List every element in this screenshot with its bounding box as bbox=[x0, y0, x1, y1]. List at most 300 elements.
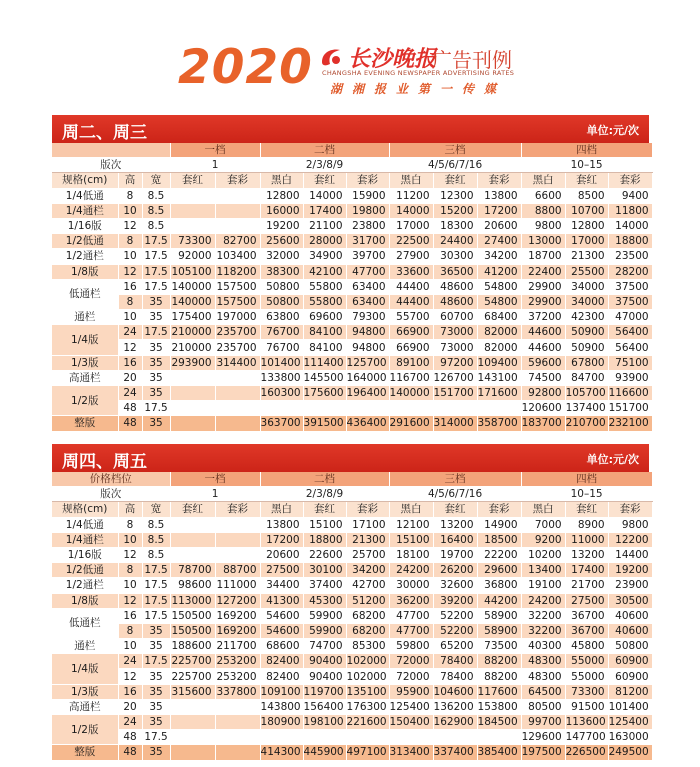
spec-cell: 1/2版 bbox=[52, 715, 118, 745]
price-cell: 68200 bbox=[346, 623, 389, 638]
price-cell: 25500 bbox=[565, 264, 608, 279]
edition-value: 10–15 bbox=[521, 158, 652, 173]
slogan: 湖湘报业第一传媒 bbox=[330, 82, 507, 96]
price-cell: 28000 bbox=[303, 234, 346, 249]
price-cell: 196400 bbox=[346, 386, 389, 401]
price-cell: 14400 bbox=[608, 547, 652, 562]
table-row bbox=[52, 264, 652, 279]
color-type-header: 套红 bbox=[565, 173, 608, 188]
height-cell: 10 bbox=[118, 578, 142, 593]
price-cell: 90400 bbox=[303, 669, 346, 684]
price-cell: 34000 bbox=[565, 294, 608, 309]
english-subtitle: CHANGSHA EVENING NEWSPAPER ADVERTISING RATES bbox=[322, 69, 515, 77]
year-title: 2020 bbox=[178, 40, 313, 95]
price-cell bbox=[215, 203, 260, 218]
edition-value: 4/5/6/7/16 bbox=[389, 158, 521, 173]
price-cell: 40300 bbox=[521, 639, 565, 654]
price-cell: 12800 bbox=[565, 218, 608, 233]
spec-cell: 1/8版 bbox=[52, 264, 118, 279]
price-cell: 60900 bbox=[608, 654, 652, 669]
price-cell: 36700 bbox=[565, 608, 608, 623]
price-cell: 27500 bbox=[565, 593, 608, 608]
price-cell: 76700 bbox=[260, 325, 303, 340]
table-row bbox=[52, 203, 652, 218]
width-cell: 17.5 bbox=[142, 234, 170, 249]
spec-cell: 1/4版 bbox=[52, 654, 118, 684]
price-cell: 150500 bbox=[170, 608, 215, 623]
price-cell: 9800 bbox=[608, 517, 652, 532]
price-cell: 445900 bbox=[303, 745, 346, 760]
price-cell: 160300 bbox=[260, 386, 303, 401]
price-cell: 226500 bbox=[565, 745, 608, 760]
rate-section-tue-wed bbox=[52, 115, 649, 432]
price-cell: 59900 bbox=[303, 608, 346, 623]
price-cell: 136200 bbox=[433, 699, 477, 714]
price-cell: 24200 bbox=[521, 593, 565, 608]
price-cell: 169200 bbox=[215, 608, 260, 623]
price-cell: 20600 bbox=[477, 218, 521, 233]
width-header: 宽 bbox=[142, 502, 170, 517]
tier-row bbox=[52, 472, 652, 487]
price-cell: 38300 bbox=[260, 264, 303, 279]
price-cell: 47700 bbox=[346, 264, 389, 279]
price-cell: 54800 bbox=[477, 294, 521, 309]
price-cell: 50900 bbox=[565, 340, 608, 355]
price-cell: 358700 bbox=[477, 416, 521, 431]
price-cell: 8500 bbox=[565, 188, 608, 203]
price-cell: 34900 bbox=[303, 249, 346, 264]
price-cell: 16400 bbox=[433, 532, 477, 547]
price-cell: 13200 bbox=[565, 547, 608, 562]
price-cell: 22600 bbox=[303, 547, 346, 562]
price-cell: 180900 bbox=[260, 715, 303, 730]
price-cell: 22500 bbox=[389, 234, 433, 249]
price-cell: 36700 bbox=[565, 623, 608, 638]
price-cell: 44600 bbox=[521, 340, 565, 355]
price-cell: 225700 bbox=[170, 654, 215, 669]
height-cell: 8 bbox=[118, 234, 142, 249]
price-cell: 93900 bbox=[608, 370, 652, 385]
price-cell: 232100 bbox=[608, 416, 652, 431]
price-cell: 253200 bbox=[215, 654, 260, 669]
price-cell: 72000 bbox=[389, 654, 433, 669]
width-cell: 17.5 bbox=[142, 264, 170, 279]
price-cell: 73000 bbox=[433, 340, 477, 355]
color-type-header: 黑白 bbox=[389, 173, 433, 188]
color-type-header: 套红 bbox=[303, 502, 346, 517]
table-row bbox=[52, 654, 652, 669]
price-cell bbox=[170, 699, 215, 714]
price-cell: 19200 bbox=[608, 563, 652, 578]
price-cell: 66900 bbox=[389, 325, 433, 340]
price-cell: 12200 bbox=[608, 532, 652, 547]
table-row bbox=[52, 623, 652, 638]
spec-cell: 1/2通栏 bbox=[52, 249, 118, 264]
spec-cell: 高通栏 bbox=[52, 699, 118, 714]
spec-cell: 整版 bbox=[52, 745, 118, 760]
height-cell: 10 bbox=[118, 203, 142, 218]
price-cell: 21100 bbox=[303, 218, 346, 233]
width-cell: 35 bbox=[142, 715, 170, 730]
page-header bbox=[0, 0, 700, 108]
price-cell: 32600 bbox=[433, 578, 477, 593]
tier-header: 四档 bbox=[521, 143, 652, 158]
price-cell: 20600 bbox=[260, 547, 303, 562]
price-cell bbox=[215, 188, 260, 203]
spec-cell: 1/8版 bbox=[52, 593, 118, 608]
price-cell: 125400 bbox=[389, 699, 433, 714]
spec-cell: 1/4版 bbox=[52, 325, 118, 355]
height-cell: 10 bbox=[118, 532, 142, 547]
price-cell: 14900 bbox=[477, 517, 521, 532]
price-cell: 175600 bbox=[303, 386, 346, 401]
newspaper-brand: 长沙晚报 bbox=[348, 46, 437, 72]
price-cell: 109400 bbox=[477, 355, 521, 370]
color-type-header: 套彩 bbox=[608, 173, 652, 188]
price-cell: 88200 bbox=[477, 654, 521, 669]
section-header bbox=[52, 115, 649, 143]
price-cell bbox=[170, 532, 215, 547]
spec-cell: 通栏 bbox=[52, 310, 118, 325]
price-cell: 69600 bbox=[303, 310, 346, 325]
height-cell: 10 bbox=[118, 310, 142, 325]
unit-label: 单位:元/次 bbox=[586, 453, 639, 466]
table-row bbox=[52, 279, 652, 294]
price-cell: 11200 bbox=[389, 188, 433, 203]
spec-header: 规格(cm) bbox=[52, 502, 118, 517]
newspaper-logo-icon bbox=[318, 44, 346, 72]
price-cell: 54600 bbox=[260, 608, 303, 623]
price-cell: 29600 bbox=[477, 563, 521, 578]
spec-header: 规格(cm) bbox=[52, 173, 118, 188]
price-cell: 48600 bbox=[433, 279, 477, 294]
price-cell: 89100 bbox=[389, 355, 433, 370]
rates-title: 广告刊例 bbox=[432, 48, 512, 72]
price-cell: 140000 bbox=[389, 386, 433, 401]
height-cell: 12 bbox=[118, 669, 142, 684]
price-cell: 150500 bbox=[170, 623, 215, 638]
width-cell: 35 bbox=[142, 310, 170, 325]
price-cell bbox=[477, 401, 521, 416]
price-cell bbox=[215, 715, 260, 730]
price-cell: 13000 bbox=[521, 234, 565, 249]
price-cell: 56400 bbox=[608, 340, 652, 355]
price-cell bbox=[477, 730, 521, 745]
price-cell: 55000 bbox=[565, 669, 608, 684]
width-cell: 35 bbox=[142, 355, 170, 370]
price-cell: 8900 bbox=[565, 517, 608, 532]
price-cell: 37400 bbox=[303, 578, 346, 593]
price-cell: 9200 bbox=[521, 532, 565, 547]
price-cell: 11000 bbox=[565, 532, 608, 547]
price-cell: 84100 bbox=[303, 325, 346, 340]
price-cell: 18800 bbox=[303, 532, 346, 547]
tier-label: 价格档位 bbox=[52, 472, 170, 487]
color-type-header: 黑白 bbox=[260, 173, 303, 188]
height-cell: 12 bbox=[118, 218, 142, 233]
price-cell bbox=[260, 401, 303, 416]
table-row bbox=[52, 699, 652, 714]
color-type-header: 套彩 bbox=[346, 502, 389, 517]
price-cell: 48600 bbox=[433, 294, 477, 309]
price-cell: 72000 bbox=[389, 669, 433, 684]
price-cell: 140000 bbox=[170, 279, 215, 294]
table-row bbox=[52, 730, 652, 745]
price-cell: 42700 bbox=[346, 578, 389, 593]
price-cell: 24200 bbox=[389, 563, 433, 578]
price-cell bbox=[170, 401, 215, 416]
price-cell: 125400 bbox=[608, 715, 652, 730]
width-cell: 8.5 bbox=[142, 532, 170, 547]
price-cell: 125700 bbox=[346, 355, 389, 370]
price-cell: 31700 bbox=[346, 234, 389, 249]
width-cell: 35 bbox=[142, 699, 170, 714]
price-cell: 80500 bbox=[521, 699, 565, 714]
price-cell bbox=[170, 203, 215, 218]
price-cell: 391500 bbox=[303, 416, 346, 431]
price-cell bbox=[215, 218, 260, 233]
price-cell: 82400 bbox=[260, 669, 303, 684]
edition-value: 2/3/8/9 bbox=[260, 487, 389, 502]
price-cell: 30000 bbox=[389, 578, 433, 593]
tier-header: 三档 bbox=[389, 143, 521, 158]
price-cell: 85300 bbox=[346, 639, 389, 654]
price-cell: 67800 bbox=[565, 355, 608, 370]
price-cell: 81200 bbox=[608, 684, 652, 699]
price-cell bbox=[170, 715, 215, 730]
color-type-header: 黑白 bbox=[521, 173, 565, 188]
price-cell: 27500 bbox=[260, 563, 303, 578]
price-cell: 63400 bbox=[346, 294, 389, 309]
table-row bbox=[52, 715, 652, 730]
price-cell: 97200 bbox=[433, 355, 477, 370]
price-cell: 7000 bbox=[521, 517, 565, 532]
price-cell: 116600 bbox=[608, 386, 652, 401]
table-row bbox=[52, 355, 652, 370]
price-cell: 55700 bbox=[389, 310, 433, 325]
price-cell bbox=[170, 218, 215, 233]
price-cell: 44600 bbox=[521, 325, 565, 340]
price-cell: 13400 bbox=[521, 563, 565, 578]
price-cell: 145500 bbox=[303, 370, 346, 385]
spec-cell: 1/4通栏 bbox=[52, 203, 118, 218]
price-cell: 34200 bbox=[346, 563, 389, 578]
spec-cell: 1/4通栏 bbox=[52, 532, 118, 547]
price-cell: 113000 bbox=[170, 593, 215, 608]
color-type-header: 套红 bbox=[170, 502, 215, 517]
price-cell: 162900 bbox=[433, 715, 477, 730]
price-cell: 385400 bbox=[477, 745, 521, 760]
price-cell: 25600 bbox=[260, 234, 303, 249]
price-cell: 39200 bbox=[433, 593, 477, 608]
price-cell: 48300 bbox=[521, 669, 565, 684]
price-cell: 210700 bbox=[565, 416, 608, 431]
color-type-header: 套彩 bbox=[477, 502, 521, 517]
price-cell: 94800 bbox=[346, 325, 389, 340]
width-cell: 8.5 bbox=[142, 203, 170, 218]
price-cell: 151700 bbox=[433, 386, 477, 401]
price-cell: 33600 bbox=[389, 264, 433, 279]
price-cell: 40600 bbox=[608, 623, 652, 638]
price-cell: 102000 bbox=[346, 669, 389, 684]
price-cell: 63800 bbox=[260, 310, 303, 325]
price-cell: 198100 bbox=[303, 715, 346, 730]
price-cell: 82400 bbox=[260, 654, 303, 669]
price-cell: 18500 bbox=[477, 532, 521, 547]
price-cell: 58900 bbox=[477, 608, 521, 623]
price-cell: 8800 bbox=[521, 203, 565, 218]
price-cell: 101400 bbox=[608, 699, 652, 714]
price-cell: 150400 bbox=[389, 715, 433, 730]
height-header: 高 bbox=[118, 502, 142, 517]
price-cell: 50900 bbox=[565, 325, 608, 340]
price-cell: 188600 bbox=[170, 639, 215, 654]
color-type-header: 套彩 bbox=[346, 173, 389, 188]
price-cell: 18800 bbox=[608, 234, 652, 249]
price-cell bbox=[215, 532, 260, 547]
price-cell: 17200 bbox=[260, 532, 303, 547]
price-cell: 30300 bbox=[433, 249, 477, 264]
price-cell: 76700 bbox=[260, 340, 303, 355]
price-cell: 37500 bbox=[608, 279, 652, 294]
price-cell bbox=[215, 517, 260, 532]
width-cell: 35 bbox=[142, 294, 170, 309]
height-cell: 16 bbox=[118, 355, 142, 370]
price-cell: 21300 bbox=[346, 532, 389, 547]
price-cell: 17400 bbox=[565, 563, 608, 578]
table-row bbox=[52, 593, 652, 608]
section-title: 周四、周五 bbox=[62, 452, 147, 472]
table-row bbox=[52, 294, 652, 309]
width-cell: 17.5 bbox=[142, 578, 170, 593]
price-cell: 22400 bbox=[521, 264, 565, 279]
price-cell: 127200 bbox=[215, 593, 260, 608]
price-cell bbox=[260, 730, 303, 745]
tier-label bbox=[52, 143, 170, 158]
price-cell: 17200 bbox=[477, 203, 521, 218]
price-cell bbox=[389, 401, 433, 416]
price-cell: 32200 bbox=[521, 623, 565, 638]
price-cell: 68200 bbox=[346, 608, 389, 623]
spec-cell: 1/3版 bbox=[52, 355, 118, 370]
price-cell: 12300 bbox=[433, 188, 477, 203]
height-cell: 24 bbox=[118, 325, 142, 340]
price-cell: 44200 bbox=[477, 593, 521, 608]
table-row bbox=[52, 370, 652, 385]
price-cell: 313400 bbox=[389, 745, 433, 760]
price-cell: 137400 bbox=[565, 401, 608, 416]
price-cell: 119700 bbox=[303, 684, 346, 699]
price-cell: 32200 bbox=[521, 608, 565, 623]
height-cell: 8 bbox=[118, 563, 142, 578]
price-cell bbox=[346, 730, 389, 745]
rate-section-thu-fri bbox=[52, 444, 649, 761]
edition-value: 2/3/8/9 bbox=[260, 158, 389, 173]
price-cell: 47700 bbox=[389, 623, 433, 638]
price-cell: 26200 bbox=[433, 563, 477, 578]
rate-table bbox=[52, 143, 653, 432]
tier-header: 一档 bbox=[170, 143, 260, 158]
price-cell bbox=[215, 547, 260, 562]
price-cell: 15200 bbox=[433, 203, 477, 218]
height-cell: 8 bbox=[118, 517, 142, 532]
price-cell: 163000 bbox=[608, 730, 652, 745]
edition-row bbox=[52, 158, 652, 173]
edition-value: 1 bbox=[170, 158, 260, 173]
price-cell: 235700 bbox=[215, 340, 260, 355]
spec-cell: 1/4低通 bbox=[52, 188, 118, 203]
price-cell: 45300 bbox=[303, 593, 346, 608]
color-type-header: 套红 bbox=[433, 502, 477, 517]
color-type-header: 套彩 bbox=[608, 502, 652, 517]
height-cell: 48 bbox=[118, 401, 142, 416]
price-cell: 59800 bbox=[389, 639, 433, 654]
price-cell: 78400 bbox=[433, 669, 477, 684]
price-cell: 59600 bbox=[521, 355, 565, 370]
table-row bbox=[52, 532, 652, 547]
price-cell: 129600 bbox=[521, 730, 565, 745]
table-row bbox=[52, 218, 652, 233]
width-cell: 35 bbox=[142, 416, 170, 431]
price-cell: 101400 bbox=[260, 355, 303, 370]
price-cell: 105100 bbox=[170, 264, 215, 279]
width-cell: 17.5 bbox=[142, 654, 170, 669]
price-cell: 23800 bbox=[346, 218, 389, 233]
price-cell: 30100 bbox=[303, 563, 346, 578]
price-cell: 64500 bbox=[521, 684, 565, 699]
width-cell: 35 bbox=[142, 370, 170, 385]
price-cell bbox=[170, 730, 215, 745]
edition-label: 版次 bbox=[52, 158, 170, 173]
tier-header: 三档 bbox=[389, 472, 521, 487]
price-cell: 175400 bbox=[170, 310, 215, 325]
width-cell: 17.5 bbox=[142, 730, 170, 745]
table-row bbox=[52, 325, 652, 340]
price-cell: 60900 bbox=[608, 669, 652, 684]
price-cell: 414300 bbox=[260, 745, 303, 760]
table-row bbox=[52, 745, 652, 760]
price-cell: 9800 bbox=[521, 218, 565, 233]
width-cell: 8.5 bbox=[142, 517, 170, 532]
price-cell: 151700 bbox=[608, 401, 652, 416]
tier-header: 二档 bbox=[260, 143, 389, 158]
table-row bbox=[52, 188, 652, 203]
color-type-header: 套红 bbox=[170, 173, 215, 188]
price-cell bbox=[389, 730, 433, 745]
price-cell: 52200 bbox=[433, 608, 477, 623]
price-cell: 12800 bbox=[260, 188, 303, 203]
price-cell: 24400 bbox=[433, 234, 477, 249]
price-cell: 39700 bbox=[346, 249, 389, 264]
price-cell: 82700 bbox=[215, 234, 260, 249]
spec-cell: 低通栏 bbox=[52, 279, 118, 309]
price-cell: 59900 bbox=[303, 623, 346, 638]
price-cell: 41300 bbox=[260, 593, 303, 608]
price-cell: 111000 bbox=[215, 578, 260, 593]
price-cell: 36800 bbox=[477, 578, 521, 593]
tier-row bbox=[52, 143, 652, 158]
price-cell: 120600 bbox=[521, 401, 565, 416]
price-cell: 15100 bbox=[303, 517, 346, 532]
price-cell: 253200 bbox=[215, 669, 260, 684]
price-cell: 84100 bbox=[303, 340, 346, 355]
price-cell: 84700 bbox=[565, 370, 608, 385]
price-cell: 6600 bbox=[521, 188, 565, 203]
price-cell: 51200 bbox=[346, 593, 389, 608]
price-cell: 73500 bbox=[477, 639, 521, 654]
table-row bbox=[52, 578, 652, 593]
price-cell bbox=[303, 730, 346, 745]
